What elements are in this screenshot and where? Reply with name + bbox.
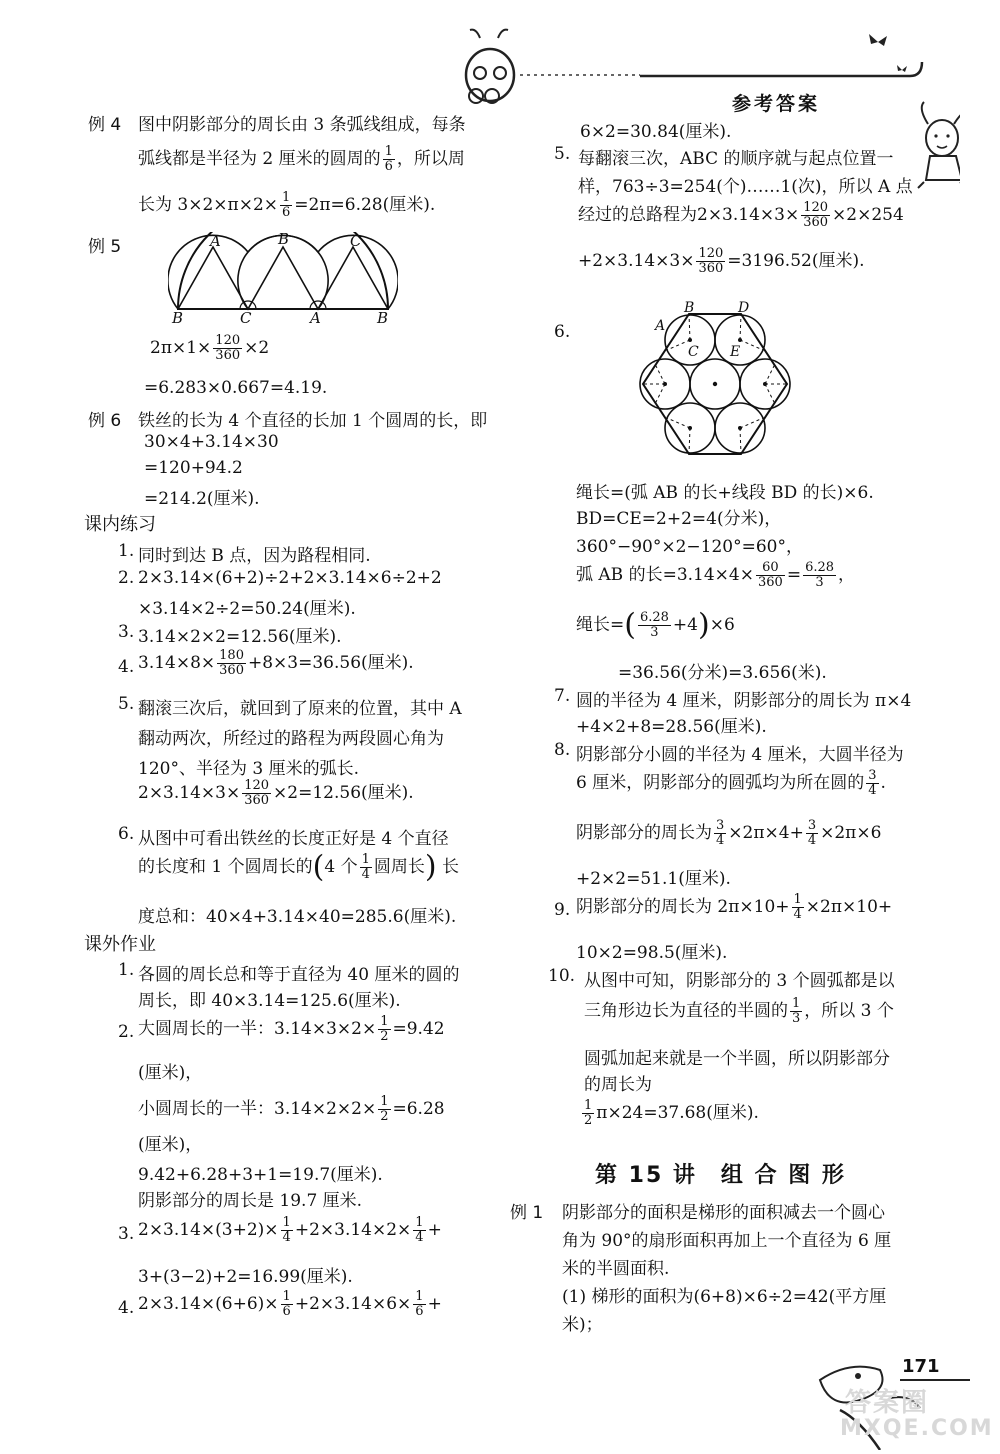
right-q8-line-1: 阴影部分小圆的半径为 4 厘米，大圆半径为 <box>576 745 904 765</box>
section-heading-in-class: 课内练习 <box>84 514 156 535</box>
fraction: $\frac{1}{3}$ <box>792 996 801 1026</box>
homework-q4-line-1: 2×3.14×(6+6)× $\frac{1}{6}$ +2×3.14×6× $\frac{1}{6}$ + <box>138 1289 442 1319</box>
homework-q2-line-2: (厘米)， <box>138 1063 203 1083</box>
fraction: $\frac{120}{360}$ <box>698 246 724 276</box>
inclass-q6-line-3: 度总和：40×4+3.14×40=285.6(厘米). <box>138 907 457 927</box>
fraction: $\frac{1}{6}$ <box>282 190 291 220</box>
example-4-label: 例 4 <box>88 115 122 135</box>
right-q5-line-1: 每翻滚三次，ABC 的顺序就与起点位置一 <box>578 149 894 169</box>
homework-q3-line-2: 3+(3−2)+2=16.99(厘米). <box>138 1267 353 1287</box>
right-q8-line-3: 阴影部分的周长为 $\frac{3}{4}$ ×2π×4+ $\frac{3}{4}$ ×2π×6 <box>576 818 882 848</box>
fraction: $\frac{120}{360}$ <box>244 778 270 808</box>
fraction: $\frac{120}{360}$ <box>215 333 241 363</box>
homework-q2-line-3: 小圆周长的一半：3.14×2×2× $\frac{1}{2}$ =6.28 <box>138 1094 445 1124</box>
hex-label-B: B <box>684 300 695 316</box>
inclass-q5-line-2: 翻动两次，所经过的路程为两段圆心角为 <box>138 729 444 749</box>
watermark-bottom: MXQE.COM <box>840 1416 994 1441</box>
inclass-q1: 同时到达 B 点，因为路程相同. <box>138 546 371 566</box>
example-5-line-1: 2π×1× $\frac{120}{360}$ ×2 <box>150 333 270 363</box>
example-6-line-3: =120+94.2 <box>144 458 243 478</box>
homework-q2-line-5: 9.42+6.28+3+1=19.7(厘米). <box>138 1165 383 1185</box>
hex-label-C: C <box>688 344 699 360</box>
homework-q1-line-2: 周长，即 40×3.14=125.6(厘米). <box>138 991 401 1011</box>
inclass-q5-num: 5. <box>118 694 135 714</box>
right-q7-num: 7. <box>554 686 571 706</box>
example-4-line-3: 长为 3×2×π×2× $\frac{1}{6}$ =2π=6.28(厘米). <box>138 190 436 220</box>
cartoon-girl-icon <box>918 102 960 188</box>
right-q6-line-6: =36.56(分米)=3.656(米). <box>618 663 827 683</box>
right-q5-num: 5. <box>554 144 571 164</box>
fraction: $\frac{180}{360}$ <box>219 648 244 678</box>
example-6-line-1: 铁丝的长为 4 个直径的长加 1 个圆周的长，即 <box>138 411 488 431</box>
example-1-line-1: 阴影部分的面积是梯形的面积减去一个圆心 <box>562 1203 885 1223</box>
example-6-label: 例 6 <box>88 411 122 431</box>
homework-q3-num: 3. <box>118 1224 135 1244</box>
example-4-line-1: 图中阴影部分的周长由 3 条弧线组成，每条 <box>138 115 466 135</box>
fraction: $\frac{1}{4}$ <box>361 852 370 882</box>
inclass-q2-line-2: ×3.14×2÷2=50.24(厘米). <box>138 599 356 619</box>
fraction: $\frac{1}{2}$ <box>380 1014 389 1044</box>
example-1-line-5: 米)； <box>562 1315 603 1335</box>
section-heading-homework: 课外作业 <box>84 934 156 955</box>
inclass-q3: 3.14×2×2=12.56(厘米). <box>138 627 342 647</box>
hex-label-A: A <box>655 318 666 334</box>
fraction: $\frac{120}{360}$ <box>803 200 829 230</box>
example-6-line-2: 30×4+3.14×30 <box>144 432 279 452</box>
fraction: $\frac{1}{4}$ <box>415 1215 424 1245</box>
fig5-label-B-right: B <box>377 309 389 327</box>
fig5-label-B-top: B <box>278 230 290 248</box>
fraction: $\frac{1}{6}$ <box>415 1289 424 1319</box>
right-q5-line-4: +2×3.14×3× $\frac{120}{360}$ =3196.52(厘米). <box>578 246 865 276</box>
fraction: $\frac{1}{4}$ <box>282 1215 291 1245</box>
example-5-label: 例 5 <box>88 237 122 257</box>
fig5-label-B-left: B <box>172 309 184 327</box>
right-q6-line-2: BD=CE=2+2=4(分米)， <box>576 509 782 529</box>
right-q10-line-5: $\frac{1}{2}$ π×24=37.68(厘米). <box>584 1098 759 1128</box>
example-1-line-3: 米的半圆面积. <box>562 1259 670 1279</box>
example-4-line-2: 弧线都是半径为 2 厘米的圆周的 $\frac{1}{6}$ ，所以周 <box>138 144 465 174</box>
fraction: $\frac{1}{2}$ <box>584 1098 593 1128</box>
inclass-q2-num: 2. <box>118 568 135 588</box>
fraction: $\frac{3}{4}$ <box>807 818 817 848</box>
fraction: $\frac{3}{4}$ <box>716 818 725 848</box>
right-q8-line-4: +2×2=51.1(厘米). <box>576 869 731 889</box>
watermark-top: 答案圈 <box>845 1388 930 1418</box>
homework-q1-num: 1. <box>118 960 135 980</box>
right-q10-num: 10. <box>548 966 576 986</box>
right-q6-line-1: 绳长=(弧 AB 的长+线段 BD 的长)×6. <box>576 483 874 503</box>
fraction: $\frac{6.28}{3}$ <box>639 610 669 640</box>
hex-label-E: E <box>730 344 741 360</box>
inclass-q4-num: 4. <box>118 657 135 677</box>
example-1-label: 例 1 <box>510 1203 544 1223</box>
right-q7-line-1: 圆的半径为 4 厘米，阴影部分的周长为 π×4 <box>576 691 912 711</box>
homework-q2-line-4: (厘米)， <box>138 1135 203 1155</box>
fig5-label-A-top: A <box>210 232 221 250</box>
homework-q2-line-6: 阴影部分的周长是 19.7 厘米. <box>138 1191 363 1211</box>
inclass-q2-line-1: 2×3.14×(6+2)÷2+2×3.14×6÷2+2 <box>138 568 442 588</box>
right-q6-line-5: 绳长=( $\frac{6.28}{3}$ +4)×6 <box>576 607 735 643</box>
homework-q4-num: 4. <box>118 1298 135 1318</box>
fraction: $\frac{1}{2}$ <box>380 1094 389 1124</box>
inclass-q4: 3.14×8× $\frac{180}{360}$ +8×3=36.56(厘米). <box>138 648 414 678</box>
butterfly-icon <box>869 34 907 72</box>
homework-q2-line-1: 大圆周长的一半：3.14×3×2× $\frac{1}{2}$ =9.42 <box>138 1014 445 1044</box>
right-q9-num: 9. <box>554 900 571 920</box>
fraction: $\frac{3}{4}$ <box>868 768 877 798</box>
example-6-line-4: =214.2(厘米). <box>144 489 260 509</box>
homework-q2-num: 2. <box>118 1022 135 1042</box>
fraction: $\frac{6.28}{3}$ <box>805 560 835 590</box>
hex-label-D: D <box>738 300 750 316</box>
inclass-q5-line-3: 120°、半径为 3 厘米的弧长. <box>138 759 359 779</box>
fraction: $\frac{60}{360}$ <box>757 560 783 590</box>
right-q10-line-1: 从图中可知，阴影部分的 3 个圆弧都是以 <box>584 971 895 991</box>
right-q9-line-1: 阴影部分的周长为 2π×10+ $\frac{1}{4}$ ×2π×10+ <box>576 892 893 922</box>
right-q9-line-2: 10×2=98.5(厘米). <box>576 943 728 963</box>
page-number: 171 <box>902 1356 940 1377</box>
right-q6-line-4: 弧 AB 的长=3.14×4× $\frac{60}{360}$ = $\frac{6.28}{3}$ ， <box>576 560 856 590</box>
cartoon-face-icon <box>466 30 514 103</box>
right-q5-line-2: 样，763÷3=254(个)……1(次)，所以 A 点 <box>578 177 913 197</box>
right-continuation-line: 6×2=30.84(厘米). <box>580 122 732 142</box>
inclass-q6-line-1: 从图中可看出铁丝的长度正好是 4 个直径 <box>138 829 449 849</box>
inclass-q5-line-1: 翻滚三次后，就回到了原来的位置，其中 A <box>138 699 462 719</box>
homework-q3-line-1: 2×3.14×(3+2)× $\frac{1}{4}$ +2×3.14×2× $\frac{1}{4}$ + <box>138 1215 442 1245</box>
right-q6-num: 6. <box>554 322 571 342</box>
example-1-line-2: 角为 90°的扇形面积再加上一个直径为 6 厘 <box>562 1231 892 1251</box>
inclass-q6-num: 6. <box>118 824 135 844</box>
example-5-line-2: =6.283×0.667=4.19. <box>144 378 328 398</box>
right-q10-line-2: 三角形边长为直径的半圆的 $\frac{1}{3}$ ，所以 3 个 <box>584 996 894 1026</box>
fig5-label-C-top: C <box>350 232 362 250</box>
inclass-q1-num: 1. <box>118 541 135 561</box>
inclass-q5-line-4: 2×3.14×3× $\frac{120}{360}$ ×2=12.56(厘米). <box>138 778 414 808</box>
fraction: $\frac{1}{6}$ <box>384 144 393 174</box>
fraction: $\frac{1}{6}$ <box>282 1289 291 1319</box>
example-1-line-4: (1) 梯形的面积为(6+8)×6÷2=42(平方厘 <box>562 1287 887 1307</box>
lesson-title: 第 15 讲 组 合 图 形 <box>595 1163 846 1188</box>
right-q5-line-3: 经过的总路程为2×3.14×3× $\frac{120}{360}$ ×2×254 <box>578 200 904 230</box>
fig5-label-C-bottom: C <box>240 309 252 327</box>
fraction: $\frac{1}{4}$ <box>793 892 802 922</box>
right-q10-line-3: 圆弧加起来就是一个半圆，所以阴影部分 <box>584 1049 890 1069</box>
right-q7-line-2: +4×2+8=28.56(厘米). <box>576 717 767 737</box>
right-q8-num: 8. <box>554 740 571 760</box>
inclass-q6-line-2: 的长度和 1 个圆周长的(4 个 $\frac{1}{4}$ 圆周长) 长 <box>138 849 459 885</box>
header-title: 参考答案 <box>732 93 821 115</box>
inclass-q3-num: 3. <box>118 622 135 642</box>
right-q6-line-3: 360°−90°×2−120°=60°， <box>576 537 803 557</box>
fig5-label-A-bottom: A <box>310 309 321 327</box>
homework-q1-line-1: 各圆的周长总和等于直径为 40 厘米的圆的 <box>138 965 460 985</box>
right-q10-line-4: 的周长为 <box>584 1075 652 1095</box>
right-q8-line-2: 6 厘米，阴影部分的圆弧均为所在圆的 $\frac{3}{4}$ . <box>576 768 886 798</box>
